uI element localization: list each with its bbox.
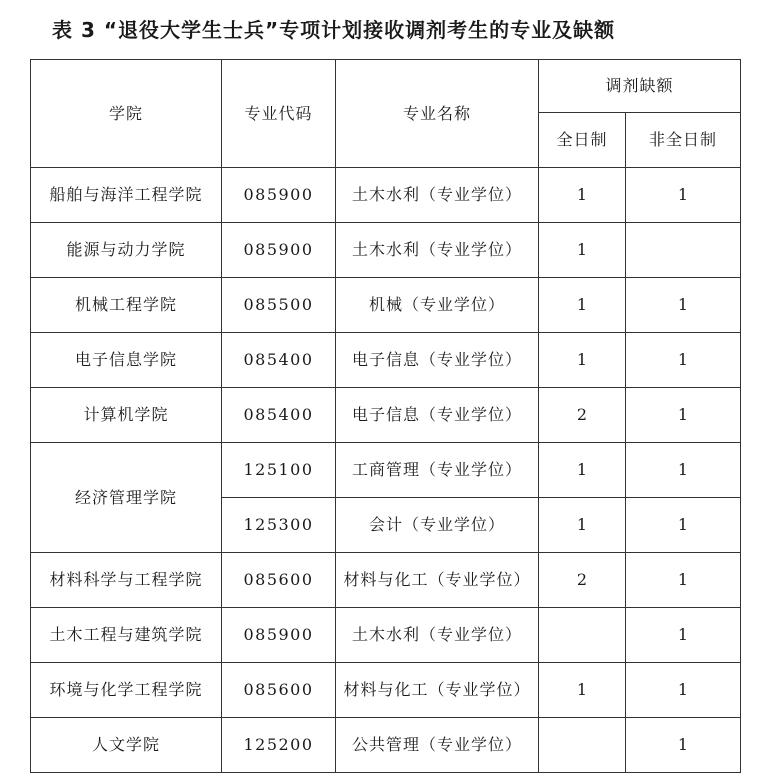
header-quota: 调剂缺额: [539, 60, 741, 113]
cell-part-time: 1: [626, 608, 741, 663]
cell-code: 125100: [222, 443, 336, 498]
cell-college: 船舶与海洋工程学院: [31, 168, 222, 223]
header-college: 学院: [31, 60, 222, 168]
table-title: 表 3 “退役大学生士兵”专项计划接收调剂考生的专业及缺额: [52, 18, 616, 42]
table-row: [31, 608, 741, 663]
cell-major-name: 公共管理（专业学位）: [336, 718, 539, 773]
cell-full-time: [539, 718, 626, 773]
table-row: [31, 663, 741, 718]
cell-major-name: 会计（专业学位）: [336, 498, 539, 553]
cell-part-time: 1: [626, 333, 741, 388]
cell-college: 环境与化学工程学院: [31, 663, 222, 718]
cell-full-time: 1: [539, 663, 626, 718]
cell-full-time: 1: [539, 498, 626, 553]
cell-college: 经济管理学院: [31, 443, 222, 553]
cell-code: 085600: [222, 553, 336, 608]
table-row: [31, 553, 741, 608]
cell-code: 085900: [222, 223, 336, 278]
cell-full-time: 2: [539, 388, 626, 443]
header-part-time: 非全日制: [626, 113, 741, 168]
cell-full-time: 1: [539, 278, 626, 333]
cell-part-time: 1: [626, 663, 741, 718]
cell-code: 085400: [222, 333, 336, 388]
cell-part-time: 1: [626, 498, 741, 553]
cell-part-time: 1: [626, 553, 741, 608]
cell-major-name: 电子信息（专业学位）: [336, 388, 539, 443]
cell-major-name: 材料与化工（专业学位）: [336, 553, 539, 608]
cell-part-time: 1: [626, 168, 741, 223]
cell-code: 125300: [222, 498, 336, 553]
cell-code: 085900: [222, 608, 336, 663]
cell-major-name: 土木水利（专业学位）: [336, 608, 539, 663]
cell-major-name: 土木水利（专业学位）: [336, 168, 539, 223]
table-row: [31, 278, 741, 333]
cell-code: 085900: [222, 168, 336, 223]
table-row: [31, 443, 741, 498]
cell-full-time: 1: [539, 333, 626, 388]
cell-college: 计算机学院: [31, 388, 222, 443]
table-row: [31, 333, 741, 388]
cell-part-time: [626, 223, 741, 278]
cell-part-time: 1: [626, 278, 741, 333]
cell-code: 085600: [222, 663, 336, 718]
header-full-time: 全日制: [539, 113, 626, 168]
cell-college: 材料科学与工程学院: [31, 553, 222, 608]
cell-full-time: 1: [539, 168, 626, 223]
cell-college: 电子信息学院: [31, 333, 222, 388]
cell-code: 125200: [222, 718, 336, 773]
cell-full-time: [539, 608, 626, 663]
cell-college: 机械工程学院: [31, 278, 222, 333]
cell-major-name: 工商管理（专业学位）: [336, 443, 539, 498]
cell-major-name: 电子信息（专业学位）: [336, 333, 539, 388]
cell-major-name: 材料与化工（专业学位）: [336, 663, 539, 718]
table-row: [31, 388, 741, 443]
cell-college: 人文学院: [31, 718, 222, 773]
cell-full-time: 1: [539, 223, 626, 278]
quota-table: [30, 59, 741, 773]
cell-part-time: 1: [626, 388, 741, 443]
cell-part-time: 1: [626, 443, 741, 498]
cell-code: 085500: [222, 278, 336, 333]
cell-part-time: 1: [626, 718, 741, 773]
cell-major-name: 机械（专业学位）: [336, 278, 539, 333]
cell-college: 土木工程与建筑学院: [31, 608, 222, 663]
cell-full-time: 1: [539, 443, 626, 498]
header-code: 专业代码: [222, 60, 336, 168]
table-row: [31, 168, 741, 223]
cell-full-time: 2: [539, 553, 626, 608]
table-row: [31, 718, 741, 773]
header-name: 专业名称: [336, 60, 539, 168]
cell-college: 能源与动力学院: [31, 223, 222, 278]
cell-code: 085400: [222, 388, 336, 443]
table-row: [31, 223, 741, 278]
cell-major-name: 土木水利（专业学位）: [336, 223, 539, 278]
